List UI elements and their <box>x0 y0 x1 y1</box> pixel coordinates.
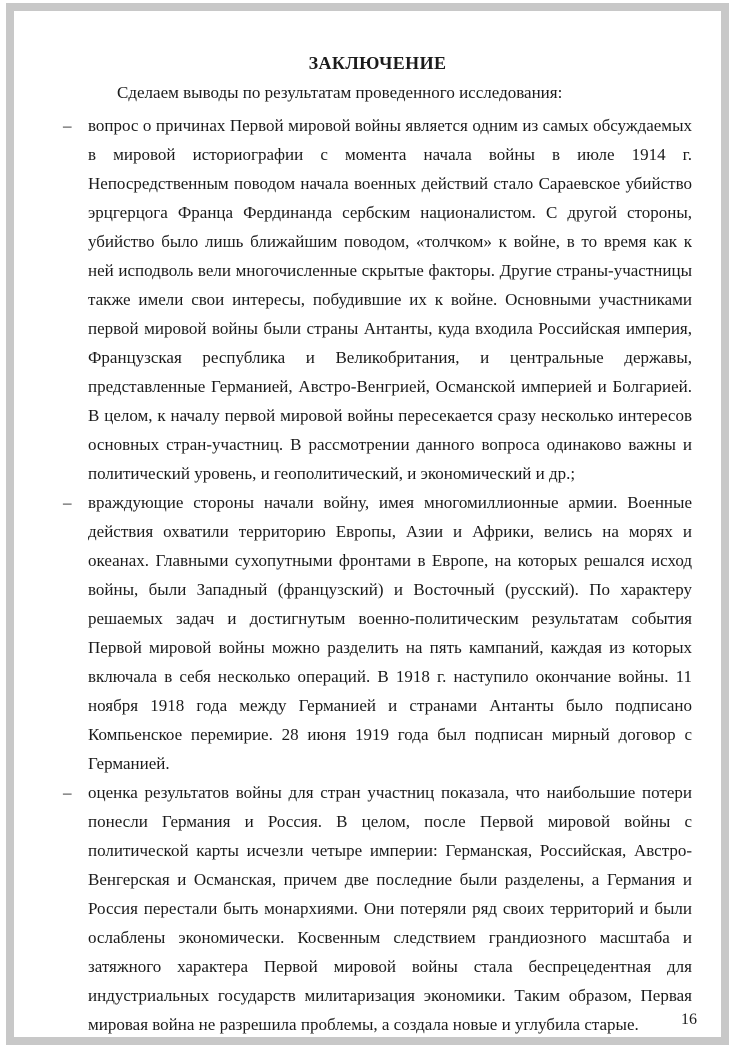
list-item-text: враждующие стороны начали войну, имея многомиллионные армии. Военные действия охватили территорию Европы, Азии и Африки, велись на морях и океанах. Главными сухопутными фронтами в Европе, на которых решался исход войны, были Западный (французский) и Восточный (русский). По характеру решаемых задач и достигнутым военно-политическим результатам события Первой мировой войны можно разделить на пять кампаний, каждая из которых включала в себя несколько операций. В 1918 г. наступило окончание войны. 11 ноября 1918 года между Германией и странами Антанты было подписано Компьенское перемирие. 28 июня 1919 года был подписан мирный договор с Германией. <box>88 493 692 773</box>
list-item <box>63 488 692 778</box>
dash-marker: – <box>63 783 72 802</box>
conclusions-list <box>63 111 692 1039</box>
list-item <box>63 778 692 1039</box>
list-item-text: оценка результатов войны для стран участниц показала, что наибольшие потери понесли Германия и Россия. В целом, после Первой мировой войны с политической карты исчезли четыре империи: Германская, Российская, Австро-Венгерская и Османская, причем две последние были разделены, а Германия и Россия перестали быть монархиями. Они потеряли ряд своих территорий и были ослаблены экономически. Косвенным следствием грандиозного масштаба и затяжного характера Первой мировой войны стала беспрецедентная для индустриальных государств милитаризация экономики. Таким образом, Первая мировая война не разрешила проблемы, а создала новые и углубила старые. <box>88 783 692 1034</box>
intro-paragraph: Сделаем выводы по результатам проведенного исследования: <box>117 83 563 102</box>
dash-marker: – <box>63 116 72 135</box>
page-number: 16 <box>681 1011 697 1028</box>
page-title: ЗАКЛЮЧЕНИЕ <box>308 53 447 73</box>
dash-marker: – <box>63 493 72 512</box>
list-item <box>63 111 692 488</box>
page-content <box>63 49 692 1039</box>
list-item-text: вопрос о причинах Первой мировой войны является одним из самых обсуждаемых в мировой историографии с момента начала войны в июле 1914 г. Непосредственным поводом начала военных действий стало Сараевское убийство эрцгерцога Франца Фердинанда сербским националистом. С другой стороны, убийство было лишь ближайшим поводом, «толчком» к войне, в то время как к ней исподволь вели многочисленные скрытые факторы. Другие страны-участницы также имели свои интересы, побудившие их к войне. Основными участниками первой мировой войны были страны Антанты, куда входила Российская империя, Французская республика и Великобритания, и центральные державы, представленные Германией, Австро-Венгрией, Османской империей и Болгарией. В целом, к началу первой мировой войны пересекается сразу несколько интересов основных стран-участниц. В рассмотрении данного вопроса одинаково важны и политический уровень, и геополитический, и экономический и др.; <box>88 116 692 483</box>
